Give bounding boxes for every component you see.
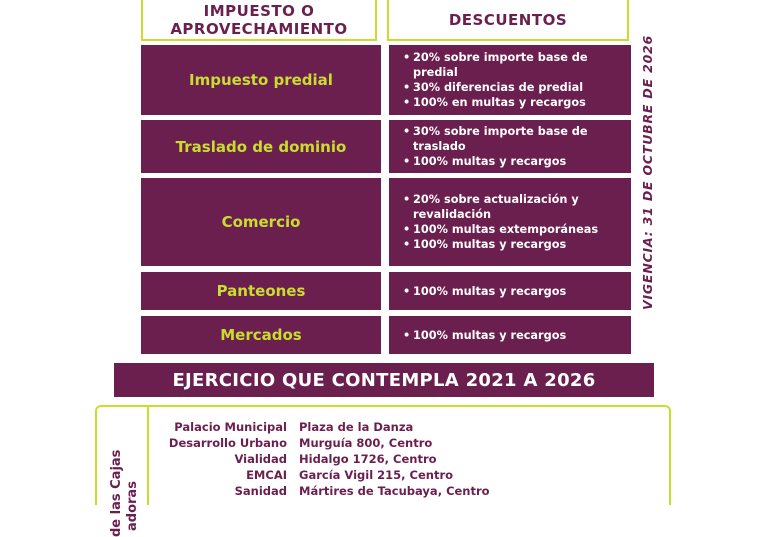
row-label-cell — [141, 178, 381, 266]
discount-item: • 100% multas y recargos — [403, 154, 619, 169]
discount-text: 100% en multas y recargos — [413, 96, 586, 109]
column-header-descuentos-label: DESCUENTOS — [448, 10, 568, 29]
column-header-impuesto — [141, 0, 377, 41]
location-address: Hidalgo 1726, Centro — [299, 452, 437, 466]
table-row — [141, 45, 631, 115]
location-row — [157, 420, 657, 436]
location-address: Mártires de Tacubaya, Centro — [299, 484, 490, 498]
ejercicio-text: EJERCICIO QUE CONTEMPLA 2021 A 2026 — [172, 369, 596, 391]
row-label-cell — [141, 316, 381, 354]
row-label: Impuesto predial — [189, 71, 333, 89]
discount-item: • 100% multas extemporáneas — [403, 222, 619, 237]
discount-text: 30% sobre importe base de traslado — [413, 125, 588, 153]
locations-box — [95, 405, 671, 537]
row-discounts-cell — [389, 120, 631, 173]
location-row — [157, 452, 657, 468]
side-label-line-2: adoras — [125, 481, 140, 531]
row-label-cell — [141, 45, 381, 115]
discount-item: • 100% multas y recargos — [403, 328, 619, 343]
location-name: Sanidad — [234, 484, 287, 498]
ejercicio-banner — [114, 363, 654, 397]
discount-text: 100% multas extemporáneas — [413, 223, 599, 236]
discount-text: 100% multas y recargos — [413, 155, 567, 168]
location-address: García Vigil 215, Centro — [299, 468, 454, 482]
table-row — [141, 120, 631, 173]
location-row — [157, 484, 657, 500]
locations-divider — [147, 407, 149, 505]
location-address: Murguía 800, Centro — [299, 436, 433, 450]
discount-text: 20% sobre actualización y revalidación — [413, 193, 579, 221]
row-discounts-cell — [389, 316, 631, 354]
table-row — [141, 272, 631, 310]
column-header-impuesto-label: IMPUESTO O APROVECHAMIENTO — [170, 1, 348, 38]
locations-side-label — [109, 417, 141, 537]
discount-item: • 20% sobre importe base de predial — [403, 50, 619, 80]
location-name: Palacio Municipal — [174, 420, 287, 434]
row-label: Traslado de dominio — [175, 137, 347, 156]
discount-text: 100% multas y recargos — [413, 238, 567, 251]
row-label: Comercio — [221, 213, 301, 231]
location-row — [157, 436, 657, 452]
discount-item: • 100% multas y recargos — [403, 237, 619, 252]
table-row — [141, 316, 631, 354]
location-row — [157, 468, 657, 484]
discount-item: • 100% en multas y recargos — [403, 95, 619, 110]
row-label: Mercados — [220, 326, 302, 344]
row-discounts-cell — [389, 272, 631, 310]
table-row — [141, 178, 631, 266]
discount-text: 100% multas y recargos — [413, 328, 567, 342]
discount-item: • 30% sobre importe base de traslado — [403, 124, 619, 154]
row-label-cell — [141, 120, 381, 173]
row-discounts-cell — [389, 45, 631, 115]
row-label: Panteones — [216, 282, 306, 300]
location-name: EMCAI — [246, 468, 287, 482]
location-name: Vialidad — [234, 452, 287, 466]
side-label-line-1: de las Cajas — [109, 449, 124, 537]
discount-item: • 100% multas y recargos — [403, 284, 619, 299]
discount-text: 100% multas y recargos — [413, 284, 567, 298]
column-header-descuentos — [387, 0, 629, 41]
location-address: Plaza de la Danza — [299, 420, 414, 434]
vigencia-label: VIGENCIA: 31 DE OCTUBRE DE 2026 — [640, 34, 655, 310]
row-label-cell — [141, 272, 381, 310]
location-name: Desarrollo Urbano — [168, 436, 287, 450]
discount-text: 20% sobre importe base de predial — [413, 51, 588, 79]
discount-item: • 20% sobre actualización y revalidación — [403, 192, 619, 222]
discount-text: 30% diferencias de predial — [413, 81, 584, 94]
discount-item: • 30% diferencias de predial — [403, 80, 619, 95]
row-discounts-cell — [389, 178, 631, 266]
